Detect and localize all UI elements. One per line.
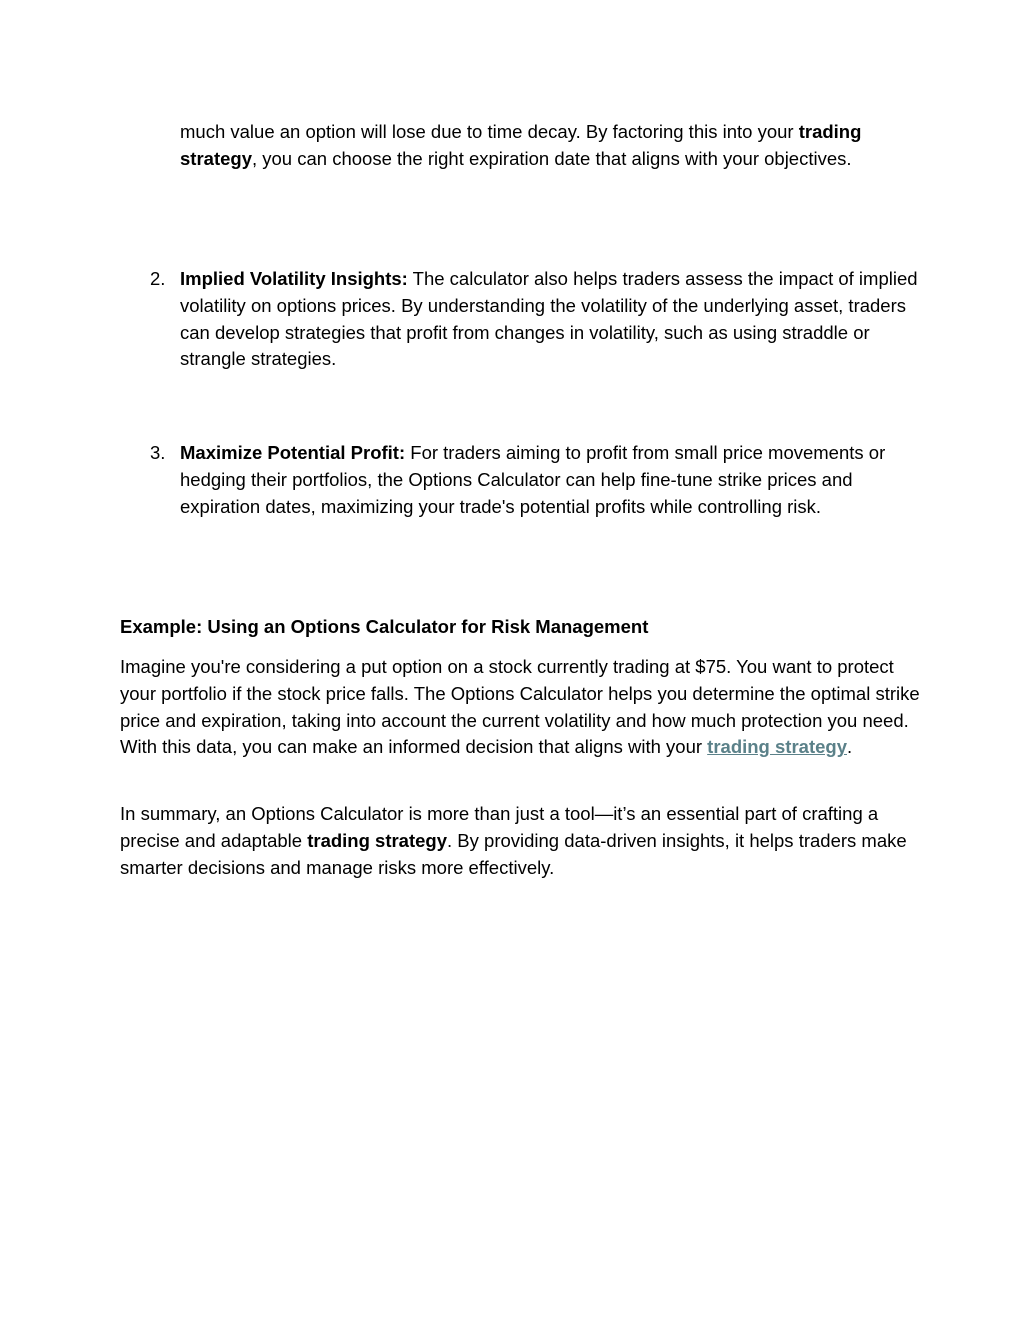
continuation-text-end: , you can choose the right expiration date that aligns with your objectives. bbox=[251, 147, 852, 169]
continuation-paragraph bbox=[180, 119, 920, 173]
example-paragraph bbox=[120, 654, 920, 761]
summary-bold-term: trading strategy bbox=[307, 829, 448, 851]
continuation-text: much value an option will lose due to time decay. By factoring this into your bbox=[180, 121, 799, 142]
list-item-text: The calculator also helps traders assess the impact of implied volatility on options prices. By understanding the volatility of the underlying asset, traders can develop strategies that profit from changes in volatility, such as using straddle or strangle strategies. bbox=[180, 268, 918, 370]
example-heading: Example: Using an Options Calculator for Risk Management bbox=[120, 616, 649, 637]
summary-text-end: . By providing data-driven insights, it helps traders make smarter decisions and manage risks more effectively. bbox=[120, 829, 907, 878]
list-item bbox=[180, 440, 920, 520]
list-item bbox=[180, 266, 920, 373]
example-text-end: . bbox=[846, 736, 853, 758]
summary-paragraph bbox=[120, 801, 920, 881]
list-item-number: 3. bbox=[150, 442, 166, 463]
example-text: Imagine you're considering a put option on a stock currently trading at $75. You want to protect your portfolio if the stock price falls. The Options Calculator helps you determine the optimal strike price and expiration, taking into account the current volatility and how much protection you need. With this data, you can make an informed decision that aligns with your bbox=[120, 656, 920, 758]
list-item-title: Maximize Potential Profit: bbox=[180, 442, 406, 463]
list-item-text: For traders aiming to profit from small price movements or hedging their portfolios, the Options Calculator can help fine-tune strike prices and expiration dates, maximizing your trade's potential profits while controlling risk. bbox=[180, 442, 886, 517]
continuation-bold-term: trading strategy bbox=[180, 121, 862, 169]
summary-text: In summary, an Options Calculator is more than just a tool—it’s an essential part of crafting a precise and adaptable bbox=[120, 803, 879, 851]
list-item-title: Implied Volatility Insights: bbox=[180, 268, 408, 289]
trading-strategy-link[interactable]: trading strategy bbox=[707, 736, 847, 758]
list-item-number: 2. bbox=[150, 268, 166, 289]
